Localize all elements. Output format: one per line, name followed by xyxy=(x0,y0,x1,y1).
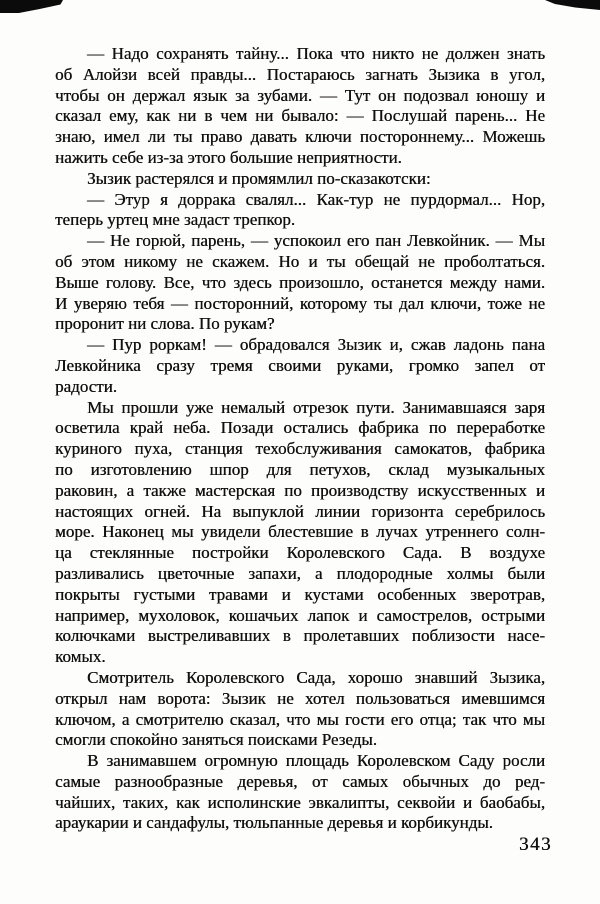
paragraph xyxy=(55,751,545,834)
text-line: сказал ему, как ни в чем ни бывало: — Послушай парень... Не xyxy=(55,106,545,126)
text-line: колючками выстреливавших в пролетавших поблизости насе- xyxy=(55,626,545,646)
text-line: знаю, имел ли ты право давать ключи постороннему... Можешь xyxy=(55,127,545,147)
text-line: открыл нам ворота: Зызик не хотел пользоваться имевшимся xyxy=(55,688,545,708)
text-line: море. Наконец мы увидели блестевшие в лучах утреннего солн- xyxy=(55,522,545,542)
text-line: ца стеклянные постройки Королевского Сада. В воздухе xyxy=(55,543,545,563)
text-line: — Этур я доррака свалял... Как-тур не пурдормал... Нор, xyxy=(87,189,545,209)
text-line: нажить себе из-за этого большие неприятности. xyxy=(55,147,402,167)
scan-artifact-top-left xyxy=(0,0,63,13)
text-line: об этом никому не скажем. Но и ты обещай не проболтаться. xyxy=(55,251,545,271)
paragraph xyxy=(55,169,545,190)
text-line: об Алойзи всей правды... Постараюсь загнать Зызика в угол, xyxy=(55,64,545,84)
paragraph xyxy=(55,398,545,668)
page-number: 343 xyxy=(519,834,552,855)
text-line: Смотритель Королевского Сада, хорошо знавший Зызика, xyxy=(87,667,545,687)
text-line: смогли спокойно заняться поисками Резеды. xyxy=(55,730,377,750)
text-line: радости. xyxy=(55,376,117,396)
text-line: И уверяю тебя — посторонний, которому ты дал ключи, тоже не xyxy=(55,293,545,313)
text-line: по изготовлению шпор для петухов, склад музыкальных xyxy=(55,459,545,479)
text-line: В занимавшем огромную площадь Королевском Саду росли xyxy=(87,751,545,771)
text-line: проронит ни слова. По рукам? xyxy=(55,314,275,334)
text-line: теперь уртец мне задаст трепкор. xyxy=(55,210,295,230)
text-line: Мы прошли уже немалый отрезок пути. Занимавшаяся заря xyxy=(87,397,545,417)
text-line: самые разнообразные деревья, от самых обычных до ред- xyxy=(55,771,545,791)
text-line: Зызик растерялся и промямлил по-сказакотски: xyxy=(87,168,431,188)
text-line: — Не горюй, парень, — успокоил его пан Левкойник. — Мы xyxy=(87,231,545,251)
text-line: разливались цветочные запахи, а плодородные холмы были xyxy=(55,563,545,583)
text-line: ключом, а смотрителю сказал, что мы гости его отца; так что мы xyxy=(55,709,545,729)
text-line: комых. xyxy=(55,647,106,667)
text-line: Выше голову. Все, что здесь произошло, останется между нами. xyxy=(55,272,545,292)
text-line: араукарии и сандафулы, тюльпанные деревья и корбикунды. xyxy=(55,813,493,833)
text-line: например, мухоловок, кошачьих лапок и самострелов, острыми xyxy=(55,605,545,625)
text-line: чайших, таких, как исполинские эвкалипты, секвойи и баобабы, xyxy=(55,792,545,812)
text-line: настоящих огней. На выпуклой линии горизонта серебрилось xyxy=(55,501,545,521)
paragraph xyxy=(55,335,545,397)
text-block xyxy=(55,44,545,834)
scan-artifact-top-right xyxy=(545,0,600,10)
text-line: куриного пуха, станция техобслуживания самокатов, фабрика xyxy=(55,439,545,459)
paragraph xyxy=(55,190,545,232)
text-line: Левкойника сразу тремя своими руками, громко запел от xyxy=(55,355,545,375)
paragraph xyxy=(55,231,545,335)
text-line: раковин, а также мастерская по производству искусственных и xyxy=(55,480,545,500)
text-line: — Надо сохранять тайну... Пока что никто не должен знать xyxy=(87,44,545,63)
paragraph xyxy=(55,668,545,751)
paragraph xyxy=(55,44,545,169)
text-line: — Пур роркам! — обрадовался Зызик и, сжав ладонь пана xyxy=(87,335,545,355)
text-line: чтобы он держал язык за зубами. — Тут он подозвал юношу и xyxy=(55,85,545,105)
text-line: осветила край неба. Позади остались фабрика по переработке xyxy=(55,418,545,438)
text-line: покрыты густыми травами и кустами особенных зверотрав, xyxy=(55,584,545,604)
